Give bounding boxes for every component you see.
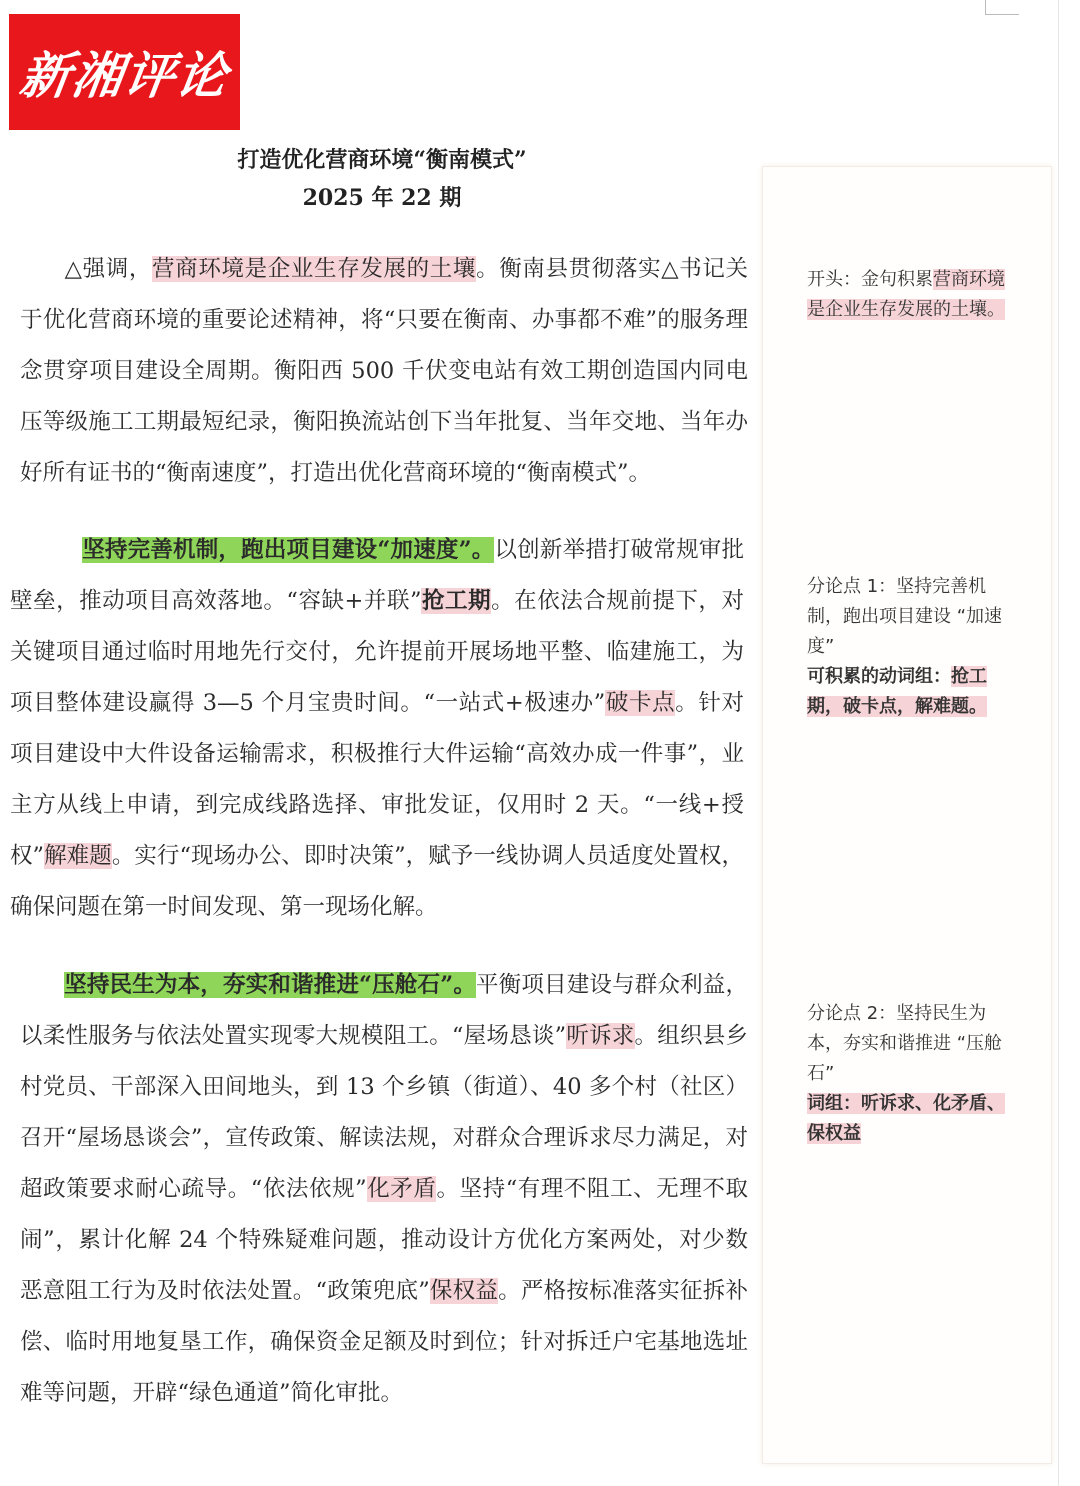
note-opening [807, 265, 1015, 325]
point-1-s4: 。实行“现场办公、即时决策”，赋予一线协调人员适度处置权，确保问题在第一时间发现、第一现场化解。 [10, 843, 744, 920]
note-point-2 [807, 999, 1015, 1149]
point-2-s3: 。坚持“有理不阻工、无理不取闹”，累计化解 24 个特殊疑难问题，推动设计方优化方案两处，对少数恶意阻工行为及时依法处置。“政策兜底” [20, 1176, 748, 1304]
paragraph-point-2 [20, 960, 748, 1419]
point-2-key-3: 保权益 [429, 1278, 499, 1304]
page-corner-mark [985, 0, 1019, 15]
note-opening-highlight: 营商环境是企业生存发展的土壤。 [807, 269, 1005, 320]
article-issue: 2025 年 22 期 [302, 185, 462, 211]
point-2-heading: 坚持民生为本，夯实和谐推进“压舱石”。 [64, 972, 476, 998]
point-2-key-1: 听诉求 [566, 1023, 635, 1049]
note-point-2-title: 分论点 2：坚持民生为本，夯实和谐推进 “压舱石” [807, 1003, 1003, 1084]
point-1-key-2: 破卡点 [605, 690, 676, 716]
note-point-1-label: 可积累的动词组： [807, 666, 951, 687]
intro-highlight: 营商环境是企业生存发展的土壤 [152, 256, 477, 282]
note-opening-label: 开头：金句积累 [807, 269, 933, 290]
article-title: 打造优化营商环境“衡南模式” [237, 147, 527, 173]
intro-body: 。衡南县贯彻落实△书记关于优化营商环境的重要论述精神，将“只要在衡南、办事都不难”的服务理念贯穿项目建设全周期。衡阳西 500 千伏变电站有效工期创造国内同电压等级施工工期最短纪录，衡阳换流站创下当年批复、当年交地、当年办好所有证书的“衡南速度”，打造出优化营商环境的“衡南模式”。 [20, 256, 748, 486]
point-2-s4: 。严格按标准落实征拆补偿、临时用地复垦工作，确保资金足额及时到位；针对拆迁户宅基地选址难等问题，开辟“绿色通道”简化审批。 [20, 1278, 748, 1406]
point-2-s1: 平衡项目建设与群众利益，以柔性服务与依法处置实现零大规模阻工。“屋场恳谈” [20, 972, 748, 1049]
annotation-sidebar [762, 166, 1052, 1464]
point-1-heading: 坚持完善机制，跑出项目建设“加速度”。 [82, 537, 495, 563]
point-1-key-3: 解难题 [44, 843, 112, 869]
point-2-s2: 。组织县乡村党员、干部深入田间地头，到 13 个乡镇（街道）、40 多个村（社区）召开“屋场恳谈会”，宣传政策、解读法规，对群众合理诉求尽力满足，对超政策要求耐心疏导。“依法依规” [20, 1023, 748, 1202]
note-point-1-title: 分论点 1：坚持完善机制，跑出项目建设 “加速度” [807, 576, 1003, 657]
point-2-key-2: 化矛盾 [366, 1176, 437, 1202]
paragraph-intro [20, 244, 748, 499]
intro-pre: △强调， [64, 256, 153, 282]
note-point-1 [807, 572, 1015, 722]
point-1-s1: 以创新举措打破常规审批壁垒，推动项目高效落地。“容缺+并联” [10, 537, 744, 614]
point-1-s3: 。针对项目建设中大件设备运输需求，积极推行大件运输“高效办成一件事”，业主方从线上申请，到完成线路选择、审批发证，仅用时 2 天。“一线+授权” [10, 690, 744, 869]
note-point-1-highlight: 抢工期，破卡点，解难题。 [807, 666, 987, 717]
paragraph-point-1 [10, 525, 744, 933]
point-1-s2: 。在依法合规前提下，对关键项目通过临时用地先行交付，允许提前开展场地平整、临建施工，为项目整体建设赢得 3—5 个月宝贵时间。“一站式+极速办” [10, 588, 744, 716]
logo [9, 14, 240, 130]
point-1-key-1: 抢工期 [421, 588, 492, 614]
page-edge [1058, 0, 1059, 1486]
logo-text: 新湘评论 [15, 46, 233, 105]
note-point-2-highlight: 词组：听诉求、化矛盾、保权益 [807, 1093, 1005, 1144]
